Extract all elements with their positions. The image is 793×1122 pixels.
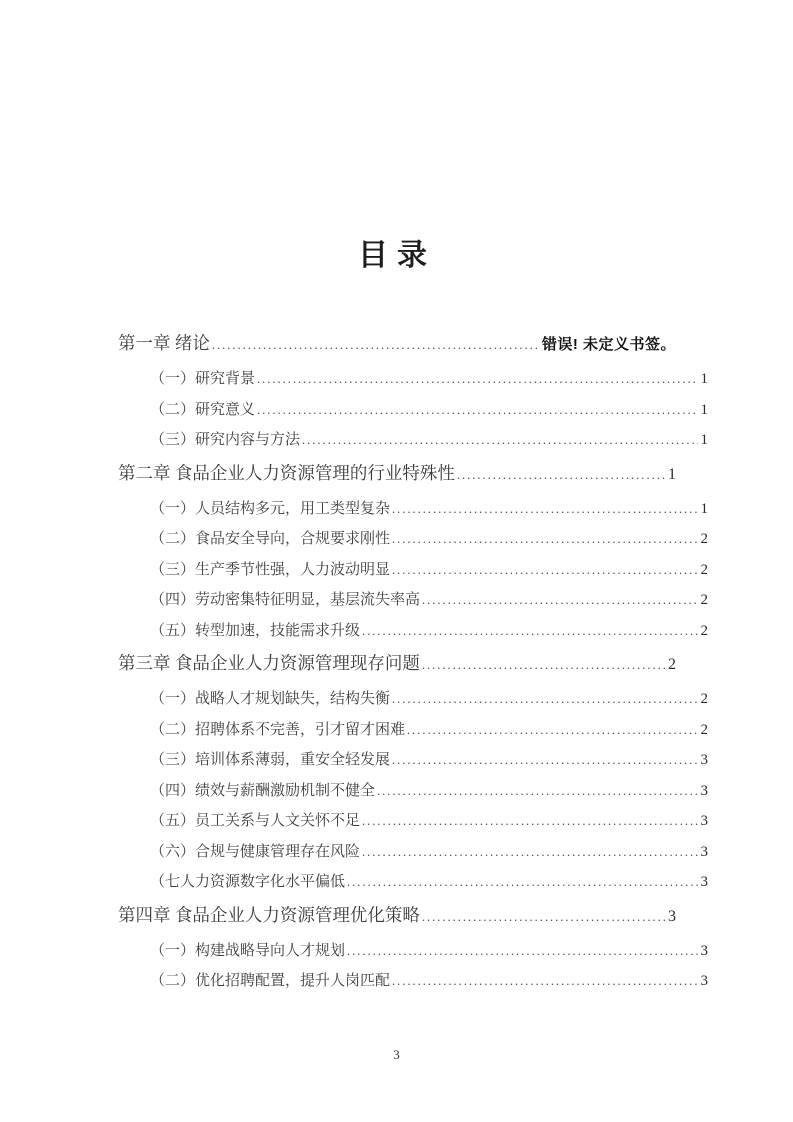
toc-leader-dots xyxy=(392,745,697,776)
toc-entry-label[interactable]: （五）转型加速，技能需求升级 xyxy=(150,622,361,639)
toc-entry-label[interactable]: （四）劳动密集特征明显，基层流失率高 xyxy=(150,592,421,608)
toc-entry[interactable] xyxy=(118,364,708,395)
toc-entry-label[interactable]: （七人力资源数字化水平偏低 xyxy=(150,874,346,890)
toc-entry-page: 3 xyxy=(700,843,708,860)
toc-entry-label[interactable]: 第三章 食品企业人力资源管理现存问题 xyxy=(118,653,420,673)
toc-entry-page: 2 xyxy=(700,561,708,578)
toc-entry-label[interactable]: （二）研究意义 xyxy=(150,401,256,418)
toc-entry-label[interactable]: （二）食品安全导向，合规要求刚性 xyxy=(150,531,391,547)
toc-leader-dots xyxy=(392,524,697,555)
toc-entry[interactable] xyxy=(118,745,708,776)
toc-leader-dots xyxy=(347,936,697,967)
page-footer xyxy=(0,1046,793,1064)
toc-entry-page: 2 xyxy=(668,656,676,673)
toc-leader-dots xyxy=(407,715,697,746)
toc-entry[interactable] xyxy=(118,867,708,898)
toc-leader-dots xyxy=(347,867,697,898)
toc-content xyxy=(118,238,708,997)
toc-leader-dots xyxy=(362,806,697,837)
toc-entry[interactable] xyxy=(118,555,708,586)
toc-entry-page: 3 xyxy=(700,813,708,829)
toc-entry[interactable] xyxy=(118,776,708,807)
toc-leader-dots xyxy=(212,330,539,361)
toc-leader-dots xyxy=(362,616,697,647)
toc-entry-page: 2 xyxy=(700,622,708,639)
toc-entry-label[interactable]: （一）研究背景 xyxy=(150,371,256,387)
toc-leader-dots xyxy=(422,650,665,681)
toc-entry-page: 2 xyxy=(700,691,708,707)
toc-entry[interactable] xyxy=(118,328,676,361)
toc-entry-label[interactable]: （三）培训体系薄弱，重安全轻发展 xyxy=(150,752,391,768)
toc-entry-label[interactable]: （六）合规与健康管理存在风险 xyxy=(150,843,361,860)
toc-entry-label[interactable]: （一）构建战略导向人才规划 xyxy=(150,942,346,959)
toc-leader-dots xyxy=(392,494,697,525)
footer-page-number: 3 xyxy=(393,1047,400,1062)
toc-entry-page: 2 xyxy=(700,531,708,547)
toc-entry-label[interactable]: 第一章 绪论 xyxy=(118,333,210,353)
toc-leader-dots xyxy=(392,555,697,586)
toc-leader-dots xyxy=(362,837,697,868)
toc-list xyxy=(118,328,708,997)
toc-entry[interactable] xyxy=(118,395,708,426)
toc-leader-dots xyxy=(392,966,697,997)
toc-entry[interactable] xyxy=(118,494,708,525)
toc-entry-label[interactable]: （二）招聘体系不完善，引才留才困难 xyxy=(150,721,406,738)
toc-entry[interactable] xyxy=(118,837,708,868)
toc-entry-label[interactable]: （一）战略人才规划缺失，结构失衡 xyxy=(150,691,391,707)
toc-entry[interactable] xyxy=(118,458,676,491)
toc-leader-dots xyxy=(377,776,697,807)
toc-entry-page: 1 xyxy=(700,371,708,387)
toc-leader-dots xyxy=(392,684,697,715)
toc-entry-page: 3 xyxy=(700,752,708,768)
toc-entry-label[interactable]: （二）优化招聘配置，提升人岗匹配 xyxy=(150,973,391,989)
toc-entry[interactable] xyxy=(118,806,708,837)
toc-entry-page: 2 xyxy=(700,721,708,738)
toc-leader-dots xyxy=(257,395,697,426)
toc-entry-label[interactable]: （三）研究内容与方法 xyxy=(150,432,301,448)
toc-entry-page: 3 xyxy=(700,874,708,890)
toc-entry[interactable] xyxy=(118,715,708,746)
toc-entry-page: 3 xyxy=(700,782,708,799)
toc-entry[interactable] xyxy=(118,425,708,456)
toc-entry[interactable] xyxy=(118,648,676,681)
toc-leader-dots xyxy=(457,460,665,491)
toc-entry[interactable] xyxy=(118,524,708,555)
toc-entry-label[interactable]: （四）绩效与薪酬激励机制不健全 xyxy=(150,782,376,799)
toc-entry-label[interactable]: （三）生产季节性强，人力波动明显 xyxy=(150,561,391,578)
toc-entry-page: 1 xyxy=(700,432,708,448)
toc-entry-label[interactable]: （一）人员结构多元，用工类型复杂 xyxy=(150,500,391,517)
toc-entry-page: 3 xyxy=(700,942,708,959)
toc-entry[interactable] xyxy=(118,616,708,647)
toc-entry-page: 1 xyxy=(668,465,676,483)
toc-entry-page: 2 xyxy=(700,592,708,608)
toc-entry-page: 1 xyxy=(700,500,708,517)
toc-entry[interactable] xyxy=(118,900,676,933)
toc-entry-page: 3 xyxy=(700,973,708,989)
toc-leader-dots xyxy=(422,902,665,933)
toc-entry-page: 1 xyxy=(700,401,708,418)
toc-entry[interactable] xyxy=(118,966,708,997)
toc-leader-dots xyxy=(302,425,697,456)
toc-entry-page: 3 xyxy=(668,907,676,925)
toc-entry[interactable] xyxy=(118,585,708,616)
page-title: 目录 xyxy=(358,239,436,272)
toc-entry-page: 错误! 未定义书签。 xyxy=(541,336,676,353)
toc-entry-label[interactable]: 第四章 食品企业人力资源管理优化策略 xyxy=(118,904,420,925)
toc-leader-dots xyxy=(257,364,697,395)
toc-entry[interactable] xyxy=(118,936,708,967)
toc-leader-dots xyxy=(422,585,697,616)
toc-entry-label[interactable]: （五）员工关系与人文关怀不足 xyxy=(150,813,361,829)
toc-entry-label[interactable]: 第二章 食品企业人力资源管理的行业特殊性 xyxy=(118,462,455,483)
toc-entry[interactable] xyxy=(118,684,708,715)
